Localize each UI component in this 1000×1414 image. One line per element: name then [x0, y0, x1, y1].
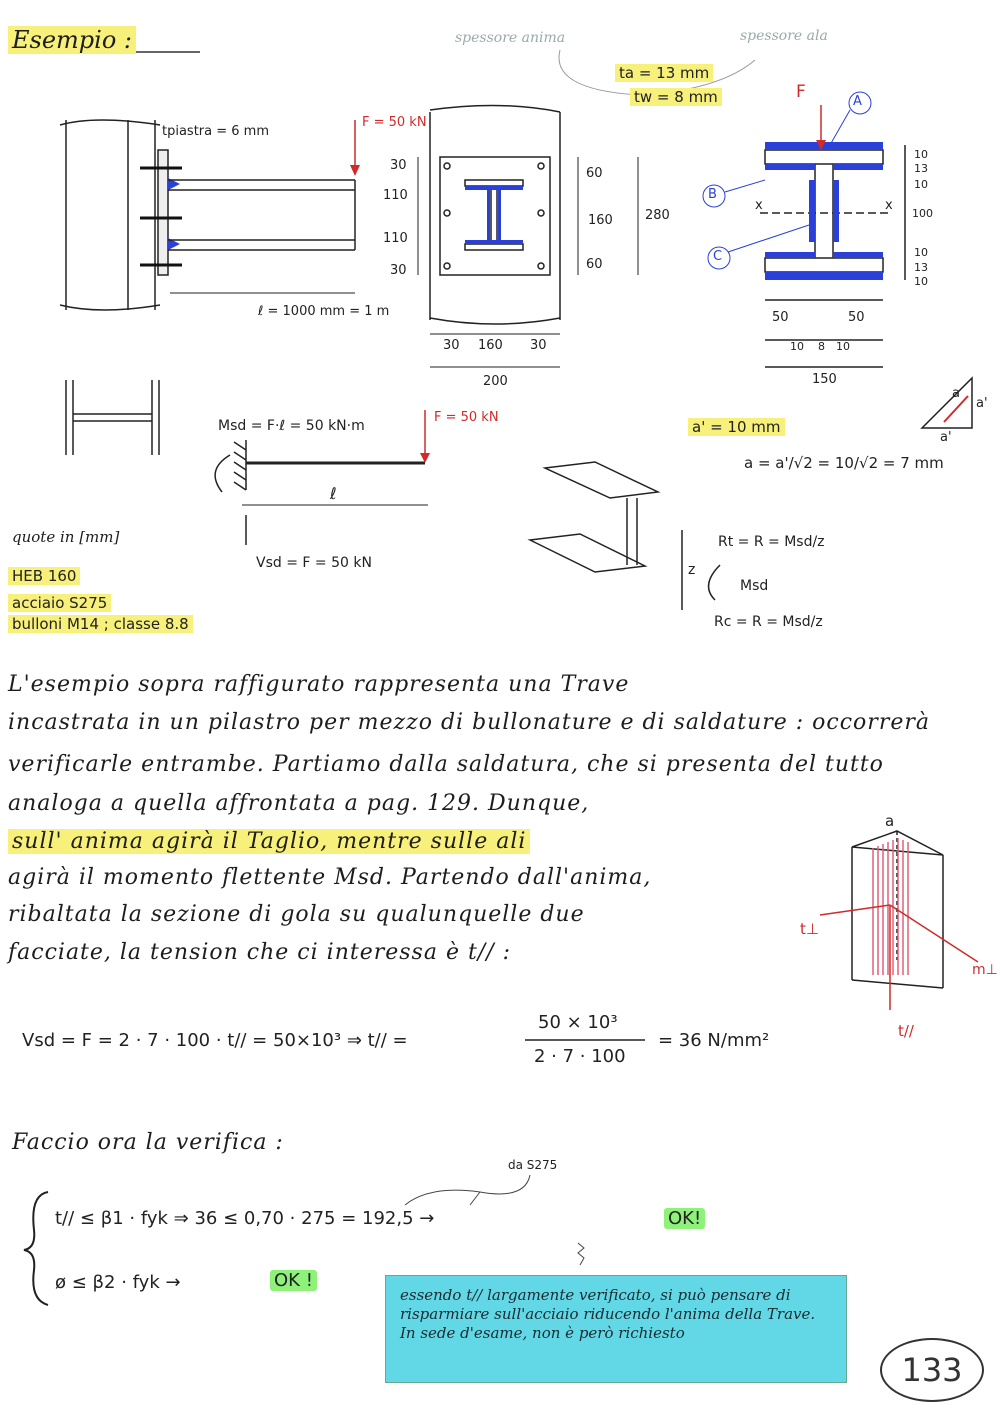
welds-side [168, 178, 180, 250]
label-tw: tw = 8 mm [630, 88, 722, 106]
equation-result: = 36 N/mm² [658, 1030, 770, 1051]
throat-triangle [922, 378, 972, 428]
cantilever-scheme [215, 440, 428, 545]
page-title: Esempio : [8, 26, 136, 54]
cantilever-msd: Msd = F·ℓ = 50 kN·m [218, 418, 365, 434]
spec-bolts: bulloni M14 ; classe 8.8 [8, 615, 193, 633]
sec-dim-2: 13 [914, 162, 928, 175]
front-dims [418, 157, 638, 367]
marker-B: B [708, 187, 717, 202]
beam-elevation [168, 180, 355, 250]
paragraph-line-8: facciate, la tension che ci interessa è t// : [8, 940, 512, 965]
verification-line-2: ø ≤ β2 · fyk → [55, 1272, 181, 1293]
paragraph-line-5: sull' anima agirà il Taglio, mentre sulle ali [8, 829, 530, 854]
page-number-text: 133 [901, 1351, 963, 1389]
label-spessore-anima: spessore anima [455, 30, 566, 46]
sec-dim-3: 10 [914, 178, 928, 191]
equation-left: Vsd = F = 2 · 7 · 100 · t// = 50×10³ ⇒ t// = [22, 1030, 408, 1051]
label-ta: ta = 13 mm [615, 64, 713, 82]
note-box [385, 1275, 847, 1383]
weld-vectors [820, 905, 978, 1010]
label-force-1: F = 50 kN [362, 115, 427, 130]
dim-right-3: 60 [586, 257, 603, 272]
marker-lines [703, 92, 871, 269]
label-spessore-ala: spessore ala [740, 28, 828, 44]
beam-msd: Msd [740, 578, 769, 594]
paragraph-line-4: analoga a quella affrontata a pag. 129. Dunque, [8, 791, 590, 816]
dim-200: 200 [483, 374, 508, 389]
dim-left-3: 110 [383, 231, 408, 246]
dim-right-1: 60 [586, 166, 603, 181]
dim-280: 280 [645, 208, 670, 223]
dim-left-4: 30 [390, 263, 407, 278]
column-elevation [60, 120, 160, 310]
dim-left-2: 110 [383, 188, 408, 203]
dim-bottom-2: 160 [478, 338, 503, 353]
beam-3d [530, 462, 720, 610]
prism-t-perp: t⊥ [800, 920, 819, 938]
dim-left-1: 30 [390, 158, 407, 173]
beam-rc: Rc = R = Msd/z [714, 614, 823, 630]
note-text: essendo t// largamente verificato, si può pensare di risparmiare sull'acciaio riducendo l'anima della Trave. In sede d'esame, non è però richiesto [400, 1286, 816, 1342]
paragraph-line-1: L'esempio sopra raffigurato rappresenta una Trave [8, 672, 630, 697]
paragraph-line-7: ribaltata la sezione di gola su qualunquelle due [8, 902, 585, 927]
front-welds [465, 186, 523, 244]
squiggle-arrow [578, 1243, 584, 1265]
paragraph-line-3: verificarle entrambe. Partiamo dalla saldatura, che si presenta del tutto [8, 752, 884, 777]
paragraph-line-2: incastrata in un pilastro per mezzo di bullonature e di saldature : occorrerà [8, 710, 930, 735]
dim-150: 150 [812, 372, 837, 387]
spec-profile: HEB 160 [8, 567, 80, 585]
sec-dim-50-right: 50 [848, 310, 865, 325]
label-t-piastra: tpiastra = 6 mm [162, 124, 269, 139]
sec-dim-1: 10 [914, 148, 928, 161]
dim-length: ℓ = 1000 mm = 1 m [258, 304, 390, 319]
spec-steel: acciaio S275 [8, 594, 111, 612]
cantilever-l: ℓ [330, 484, 337, 503]
force-arrowhead-1 [350, 165, 360, 176]
triangle-label-a: a [952, 386, 960, 401]
sec-dim-small-2: 8 [818, 340, 825, 353]
equation-denominator: 2 · 7 · 100 [534, 1046, 626, 1067]
cantilever-force: F = 50 kN [434, 410, 499, 425]
sec-dim-4: 100 [912, 207, 933, 220]
verification-ok-1: OK! [664, 1208, 705, 1229]
heb-welds [765, 142, 883, 280]
sec-dim-small-3: 10 [836, 340, 850, 353]
prism-m-perp: m⊥ [972, 962, 998, 978]
cantilever-vsd: Vsd = F = 50 kN [256, 555, 372, 571]
triangle-label-a-prime-2: a' [940, 430, 952, 445]
sec-dim-6: 13 [914, 261, 928, 274]
system-brace [24, 1192, 48, 1305]
verification-line-1: t// ≤ β1 · fyk ⇒ 36 ≤ 0,70 · 275 = 192,5 → [55, 1208, 435, 1229]
marker-A: A [853, 94, 862, 109]
verification-heading: Faccio ora la verifica : [12, 1130, 284, 1155]
a-formula: a = a'/√2 = 10/√2 = 7 mm [744, 454, 944, 472]
prism-a: a [885, 812, 895, 830]
paragraph-line-6: agirà il momento flettente Msd. Partendo dall'anima, [8, 865, 652, 890]
sec-dim-7: 10 [914, 275, 928, 288]
axis-x-right: x [885, 198, 893, 213]
axis-x-left: x [755, 198, 763, 213]
marker-C: C [713, 249, 723, 264]
triangle-label-a-prime-1: a' [976, 396, 988, 411]
h-profile-small [66, 380, 159, 455]
label-force-F: F [796, 82, 806, 102]
sec-dim-5: 10 [914, 246, 928, 259]
dim-bottom-1: 30 [443, 338, 460, 353]
spec-units: quote in [mm] [12, 528, 120, 546]
dim-right-2: 160 [588, 213, 613, 228]
dim-bottom-3: 30 [530, 338, 547, 353]
beam-z: z [688, 562, 696, 578]
a-prime-value: a' = 10 mm [688, 418, 785, 436]
beam-rt: Rt = R = Msd/z [718, 534, 825, 550]
verification-note-s275: da S275 [508, 1158, 558, 1172]
sec-dim-small-1: 10 [790, 340, 804, 353]
sec-dim-50-left: 50 [772, 310, 789, 325]
verification-ok-2: OK ! [270, 1270, 317, 1291]
s275-arrow [405, 1175, 530, 1205]
equation-numerator: 50 × 10³ [538, 1012, 618, 1033]
prism-t-par: t// [898, 1022, 914, 1040]
page-number [880, 1338, 984, 1402]
front-bolts [444, 163, 544, 269]
